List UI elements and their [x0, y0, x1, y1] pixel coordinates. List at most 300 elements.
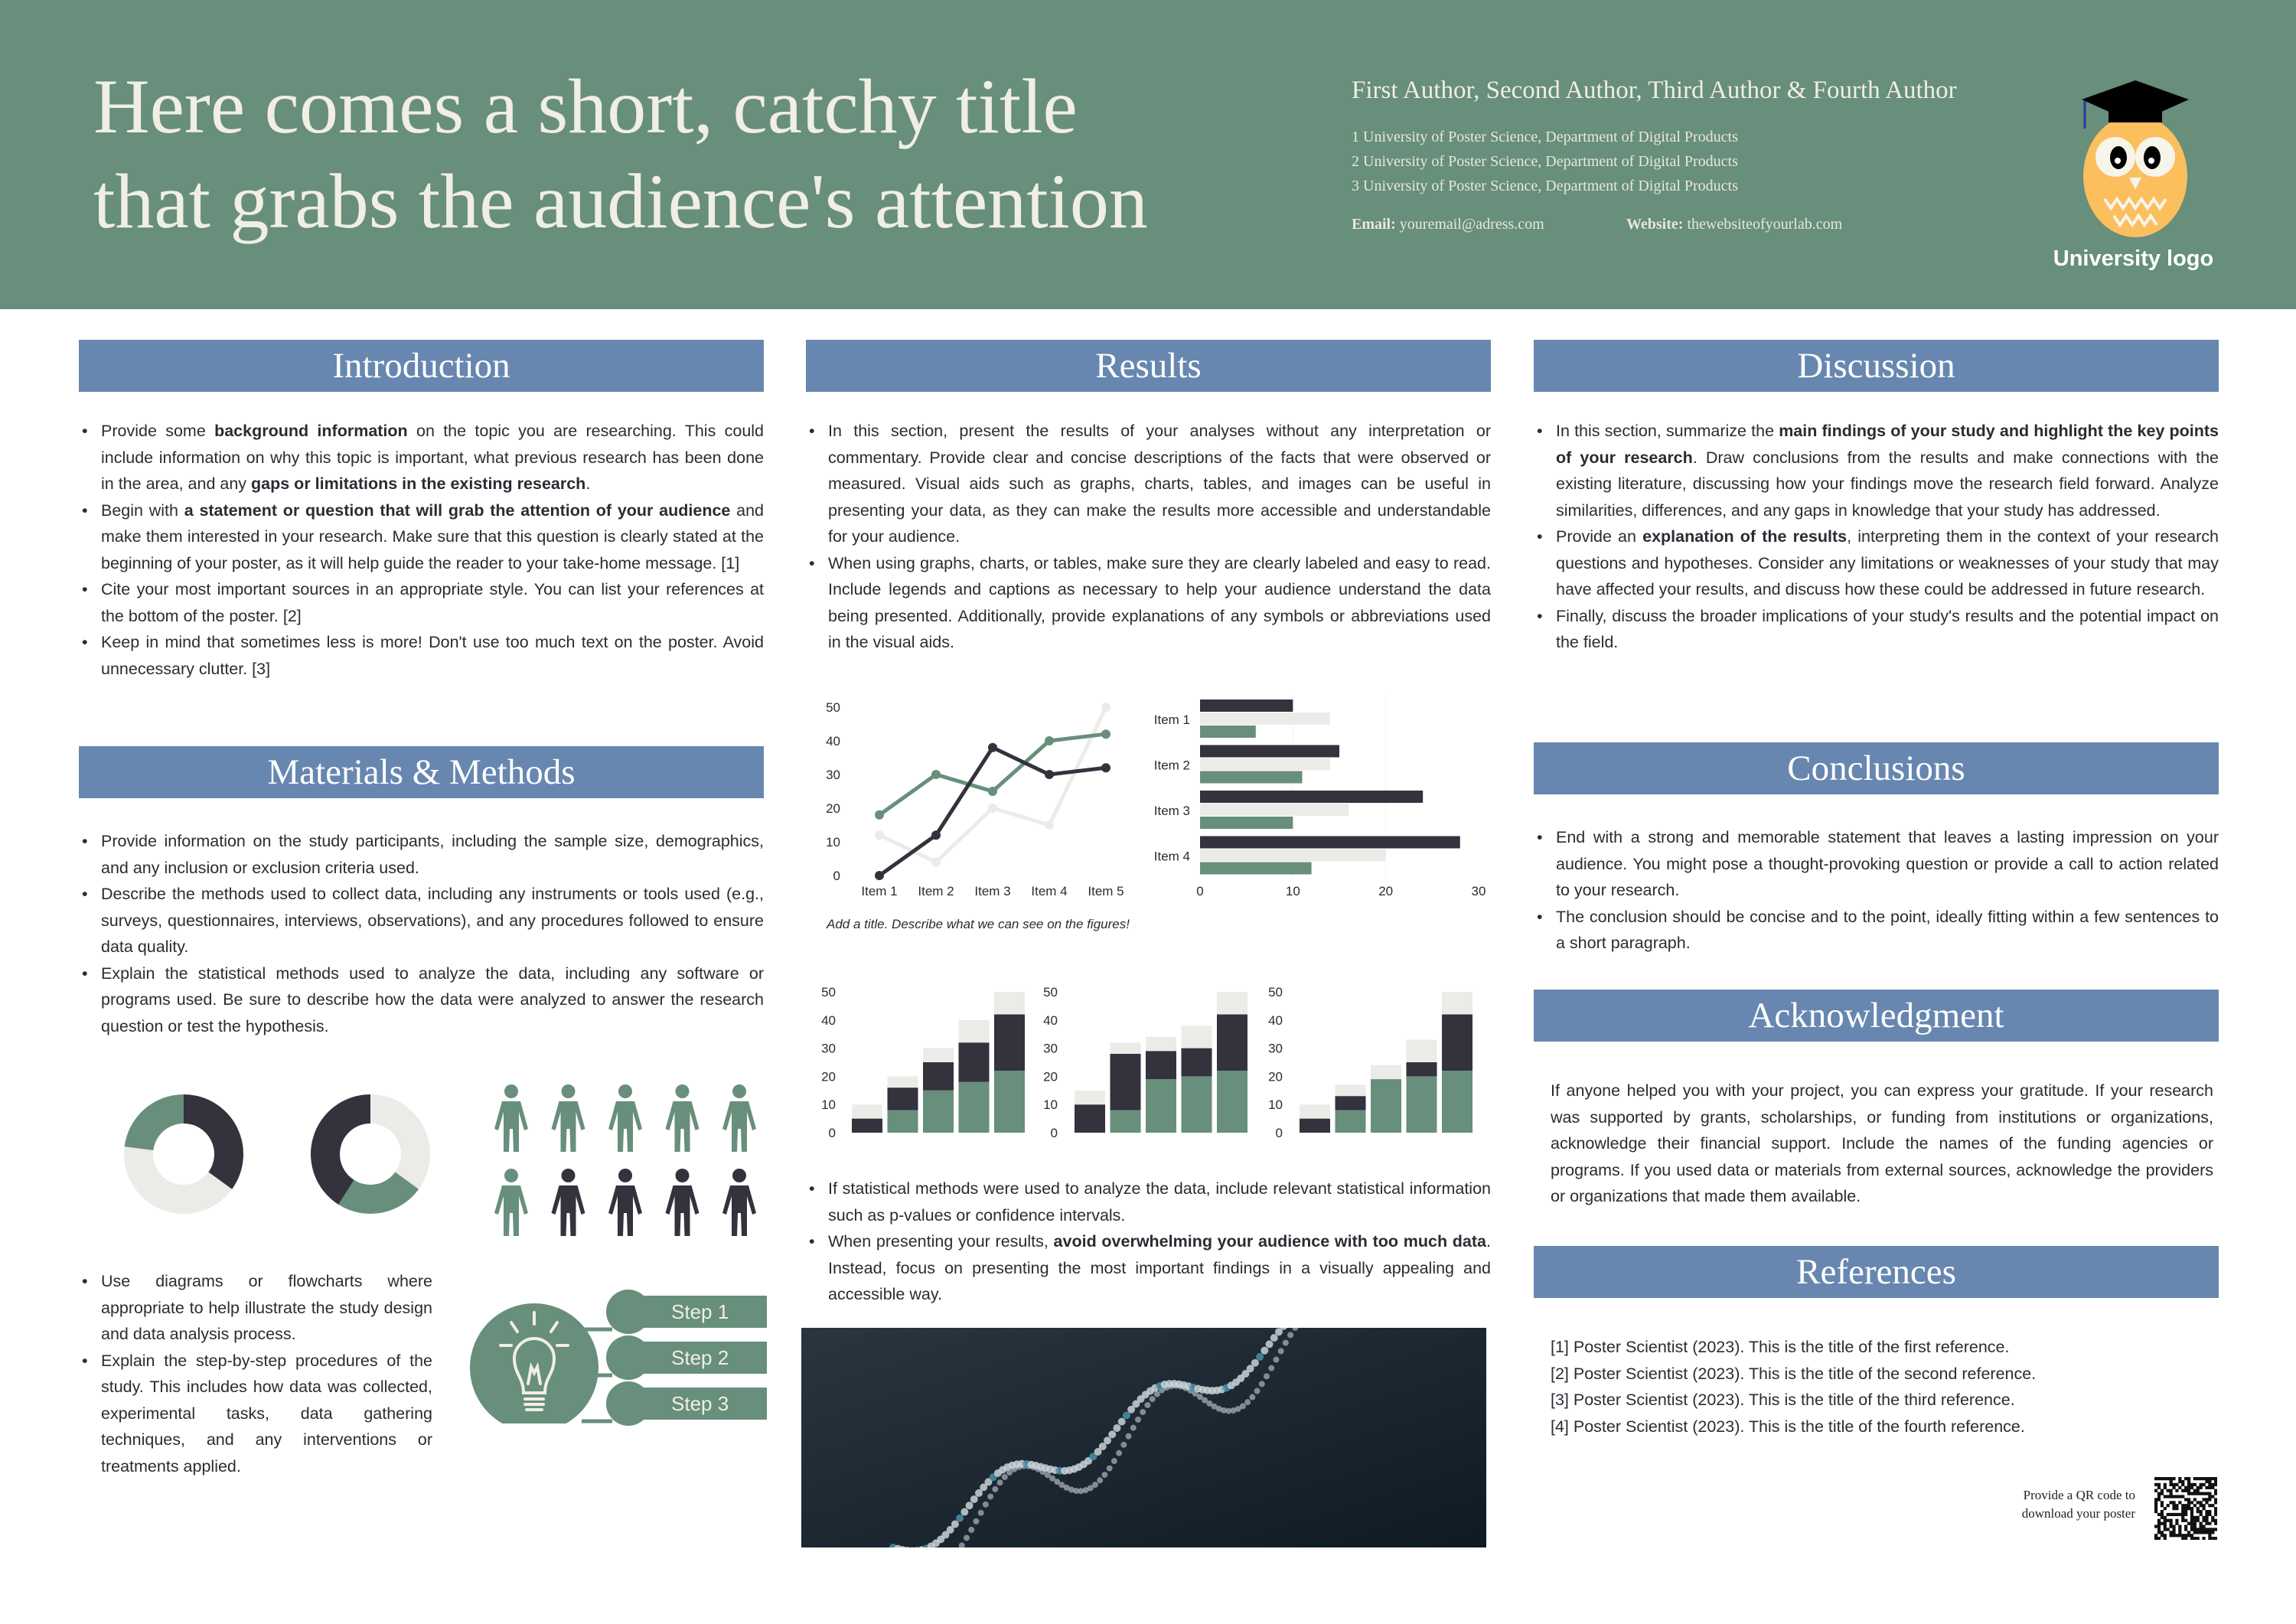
- qr-module: [2214, 1507, 2217, 1510]
- authors: First Author, Second Author, Third Author & Fourth Author: [1352, 77, 1957, 104]
- qr-module: [2202, 1504, 2205, 1507]
- qr-module: [2197, 1528, 2200, 1531]
- qr-module: [2161, 1531, 2164, 1534]
- step-label: Step 2: [671, 1346, 729, 1369]
- discussion-body: [1534, 418, 2219, 656]
- qr-module: [2202, 1483, 2205, 1486]
- qr-module: [2190, 1501, 2193, 1504]
- qr-module: [2184, 1510, 2187, 1513]
- dna-bead: [1150, 1396, 1156, 1402]
- qr-module: [2211, 1537, 2214, 1540]
- bullet-item: [806, 418, 1491, 550]
- qr-module: [2187, 1531, 2190, 1534]
- qr-module: [2200, 1531, 2203, 1534]
- bullet-item: [79, 960, 764, 1040]
- qr-module: [2205, 1513, 2208, 1516]
- qr-module: [2172, 1501, 2175, 1504]
- person-head: [618, 1084, 632, 1098]
- qr-module: [2197, 1516, 2200, 1519]
- stacked-bar-segment: [1075, 1091, 1105, 1104]
- stacked-bar-segment: [1146, 1051, 1176, 1079]
- qr-module: [2200, 1510, 2203, 1513]
- qr-module: [2157, 1528, 2161, 1531]
- qr-caption: [1967, 1486, 2135, 1523]
- x-tick-label: 30: [1471, 884, 1486, 898]
- dna-bead: [1108, 1430, 1116, 1438]
- qr-module: [2187, 1483, 2190, 1486]
- affiliation-2: 2 University of Poster Science, Department of Digital Products: [1352, 153, 1738, 170]
- line-point: [1101, 763, 1110, 772]
- qr-module: [2154, 1498, 2157, 1501]
- stacked-bar-segment: [1217, 992, 1247, 1014]
- line-point: [1045, 820, 1054, 830]
- qr-module: [2157, 1522, 2161, 1525]
- qr-module: [2164, 1495, 2167, 1498]
- qr-module: [2187, 1489, 2190, 1492]
- qr-module: [2170, 1531, 2173, 1534]
- qr-module: [2202, 1498, 2205, 1501]
- qr-module: [2205, 1501, 2208, 1504]
- stacked-bar-segment: [959, 1082, 990, 1133]
- qr-module: [2170, 1534, 2173, 1537]
- text-run: Provide some: [101, 422, 215, 440]
- qr-module: [2167, 1489, 2170, 1492]
- qr-module: [2164, 1525, 2167, 1528]
- qr-module: [2187, 1480, 2190, 1483]
- qr-module: [2214, 1501, 2217, 1504]
- x-tick-label: Item 3: [974, 884, 1011, 898]
- qr-module: [2154, 1537, 2157, 1540]
- qr-module: [2154, 1501, 2157, 1504]
- qr-module: [2161, 1534, 2164, 1537]
- qr-module: [2205, 1480, 2208, 1483]
- discussion-heading: Discussion: [1534, 340, 2219, 392]
- category-label: Item 1: [1153, 713, 1190, 727]
- person-body: [608, 1101, 642, 1152]
- text-run: Begin with: [101, 501, 184, 520]
- qr-module: [2170, 1525, 2173, 1528]
- qr-module: [2184, 1498, 2187, 1501]
- stacked-bar-segment: [1110, 1054, 1141, 1110]
- text-run: Explain the statistical methods used to analyze the data, including any software or programs used. Be sure to describe how the data were analyzed to answer the research question or test the hypothesis.: [101, 964, 764, 1035]
- dna-bead: [987, 1493, 993, 1499]
- website-label: Website:: [1626, 216, 1684, 233]
- qr-module: [2208, 1477, 2211, 1480]
- qr-module: [2164, 1507, 2167, 1510]
- bold-text: explanation of the results: [1642, 527, 1848, 546]
- dna-bead: [1154, 1391, 1160, 1397]
- qr-module: [2190, 1534, 2193, 1537]
- qr-module: [2164, 1516, 2167, 1519]
- qr-module: [2200, 1522, 2203, 1525]
- qr-module: [2200, 1528, 2203, 1531]
- qr-module: [2178, 1525, 2181, 1528]
- bar: [1200, 863, 1312, 875]
- qr-module: [2181, 1495, 2184, 1498]
- y-tick-label: 50: [1043, 985, 1058, 1000]
- qr-module: [2205, 1528, 2208, 1531]
- bullet-item: [79, 1268, 432, 1348]
- university-logo-label: University logo: [2053, 246, 2214, 271]
- references-list: [1551, 1334, 2213, 1440]
- qr-module: [2187, 1534, 2190, 1537]
- steps-flowchart: [467, 1286, 769, 1423]
- qr-module: [2197, 1477, 2200, 1480]
- stacked-bar-segment: [888, 1110, 918, 1133]
- donut-segment: [370, 1094, 430, 1189]
- dna-bead: [1268, 1365, 1274, 1371]
- qr-module: [2211, 1519, 2214, 1522]
- dna-bead: [1270, 1334, 1278, 1342]
- qr-module: [2214, 1492, 2217, 1495]
- qr-module: [2184, 1477, 2187, 1480]
- text-run: and make them interested in your research. Make sure that this question is clearly stated at the beginning of your poster, as it will help guide the reader to your take-home message. [1]: [101, 501, 765, 572]
- stacked-bar-segment: [888, 1076, 918, 1088]
- reference-item: [4] Poster Scientist (2023). This is the title of the fourth reference.: [1551, 1417, 2025, 1436]
- qr-module: [2170, 1519, 2173, 1522]
- bullet-item: [806, 1176, 1491, 1228]
- qr-module: [2208, 1504, 2211, 1507]
- qr-module: [2190, 1513, 2193, 1516]
- qr-module: [2161, 1510, 2164, 1513]
- qr-module: [2193, 1483, 2197, 1486]
- stacked-bar-segment: [1110, 1110, 1141, 1133]
- qr-module: [2197, 1492, 2200, 1495]
- qr-module: [2187, 1486, 2190, 1489]
- bar: [1200, 745, 1339, 758]
- qr-module: [2211, 1477, 2214, 1480]
- qr-module: [2164, 1486, 2167, 1489]
- reference-item: [1] Poster Scientist (2023). This is the title of the first reference.: [1551, 1338, 2010, 1356]
- bullet-item: [79, 1348, 432, 1480]
- stacked-bar-segment: [959, 1020, 990, 1042]
- stacked-bar-segment: [1442, 1014, 1473, 1071]
- qr-module: [2190, 1522, 2193, 1525]
- qr-module: [2205, 1519, 2208, 1522]
- qr-module: [2193, 1519, 2197, 1522]
- dna-bead: [983, 1502, 989, 1508]
- title-line-1: Here comes a short, catchy title: [93, 64, 1078, 150]
- qr-caption-line-1: Provide a QR code to: [2023, 1488, 2135, 1502]
- title-line-2: that grabs the audience's attention: [93, 158, 1148, 245]
- bullet-item: [1534, 824, 2219, 904]
- qr-module: [2190, 1528, 2193, 1531]
- text-run: . Instead, focus on presenting the most important findings in a visually appealing and accessible way.: [828, 1232, 1491, 1303]
- dna-bead: [1113, 1424, 1120, 1432]
- qr-module: [2161, 1501, 2164, 1504]
- qr-module: [2193, 1498, 2197, 1501]
- text-run: When using graphs, charts, or tables, make sure they are clearly labeled and easy to read. Include legends and captions as necessary to help your audience understand the data being presented. Additionally, provide explanations of any symbols or abbreviations used in the visual aids.: [828, 553, 1491, 651]
- results-body: [806, 418, 1491, 656]
- person-body: [608, 1185, 642, 1236]
- text-run: Cite your most important sources in an appropriate style. You can list your references at the bottom of the poster. [2]: [101, 580, 764, 625]
- qr-module: [2181, 1513, 2184, 1516]
- acknowledgment-heading: Acknowledgment: [1534, 990, 2219, 1042]
- qr-module: [2202, 1477, 2205, 1480]
- dna-bead: [1123, 1412, 1130, 1420]
- qr-module: [2187, 1477, 2190, 1480]
- dna-bead: [1256, 1353, 1264, 1361]
- step-1: [606, 1293, 767, 1330]
- qr-module: [2157, 1492, 2161, 1495]
- qr-module: [2184, 1537, 2187, 1540]
- dna-bead: [960, 1508, 968, 1516]
- qr-module: [2200, 1504, 2203, 1507]
- qr-module: [2157, 1498, 2161, 1501]
- person-head: [676, 1084, 690, 1098]
- qr-module: [2167, 1504, 2170, 1507]
- qr-module: [2200, 1513, 2203, 1516]
- y-tick-label: 50: [821, 985, 836, 1000]
- introduction-body: [79, 418, 764, 682]
- person-head: [732, 1084, 746, 1098]
- bullet-item: [1534, 418, 2219, 523]
- qr-module: [2172, 1531, 2175, 1534]
- qr-module: [2172, 1528, 2175, 1531]
- y-tick-label: 10: [821, 1097, 836, 1113]
- y-tick-label: 40: [821, 1013, 836, 1028]
- qr-module: [2197, 1519, 2200, 1522]
- bullet-item: [79, 418, 764, 497]
- line-point: [875, 810, 884, 820]
- qr-module: [2214, 1522, 2217, 1525]
- qr-module: [2161, 1492, 2164, 1495]
- qr-module: [2184, 1489, 2187, 1492]
- dna-bead: [1101, 1472, 1107, 1478]
- qr-module: [2193, 1537, 2197, 1540]
- stacked-bar-segment: [994, 992, 1025, 1014]
- text-run: .: [585, 474, 591, 493]
- qr-module: [2197, 1531, 2200, 1534]
- qr-module: [2202, 1519, 2205, 1522]
- qr-module: [2175, 1495, 2178, 1498]
- bar: [1200, 804, 1349, 816]
- qr-module: [2154, 1504, 2157, 1507]
- qr-module: [2175, 1534, 2178, 1537]
- stacked-bar-segment: [1075, 1104, 1105, 1133]
- dna-bead: [956, 1515, 964, 1522]
- qr-module: [2161, 1504, 2164, 1507]
- qr-module: [2157, 1519, 2161, 1522]
- x-tick-label: Item 1: [861, 884, 898, 898]
- person-icon: [666, 1084, 700, 1152]
- qr-module: [2175, 1504, 2178, 1507]
- person-head: [676, 1169, 690, 1182]
- bullet-item: [806, 550, 1491, 656]
- stacked-bar-segment: [923, 1091, 954, 1133]
- people-icon-grid: [482, 1075, 773, 1236]
- bullet-item: [79, 576, 764, 629]
- qr-module: [2184, 1504, 2187, 1507]
- qr-module: [2197, 1507, 2200, 1510]
- person-body: [722, 1185, 756, 1236]
- qr-module: [2214, 1519, 2217, 1522]
- dna-bead: [966, 1502, 974, 1509]
- qr-caption-line-2: download your poster: [2021, 1506, 2135, 1521]
- bullet-item: [79, 828, 764, 881]
- x-tick-label: 0: [1196, 884, 1204, 898]
- qr-module: [2187, 1492, 2190, 1495]
- stacked-bar-segment: [1371, 1065, 1401, 1079]
- qr-module: [2157, 1513, 2161, 1516]
- qr-module: [2175, 1513, 2178, 1516]
- bar: [1200, 791, 1423, 803]
- dna-bead: [1278, 1348, 1284, 1354]
- dna-bead: [1144, 1402, 1150, 1408]
- person-icon: [608, 1169, 642, 1236]
- dna-background: [801, 1328, 1486, 1547]
- bar: [1200, 699, 1293, 712]
- stacked-bar-segment: [1300, 1104, 1330, 1118]
- qr-code-icon[interactable]: [2154, 1477, 2217, 1540]
- person-body: [494, 1185, 528, 1236]
- qr-module: [2172, 1486, 2175, 1489]
- qr-module: [2193, 1477, 2197, 1480]
- bar: [1200, 758, 1330, 771]
- bullet-item: [806, 1228, 1491, 1308]
- qr-module: [2205, 1510, 2208, 1513]
- bullet-item: [79, 497, 764, 577]
- qr-module: [2208, 1537, 2211, 1540]
- qr-module: [2205, 1477, 2208, 1480]
- qr-module: [2181, 1516, 2184, 1519]
- qr-module: [2167, 1519, 2170, 1522]
- qr-module: [2200, 1501, 2203, 1504]
- person-body: [494, 1101, 528, 1152]
- methods-body-2: [79, 1268, 432, 1479]
- bold-text: background information: [214, 422, 408, 440]
- bold-text: gaps or limitations in the existing research: [251, 474, 586, 493]
- qr-module: [2193, 1492, 2197, 1495]
- qr-module: [2214, 1480, 2217, 1483]
- text-run: . Draw conclusions from the results and make connections with the existing literature, discussing how your findings move the research field forward. Analyze similarities, differences, and any gaps in knowledge that your study has addressed.: [1556, 448, 2219, 520]
- text-run: In this section, summarize the: [1556, 422, 1779, 440]
- line-point: [1101, 703, 1110, 712]
- qr-module: [2205, 1498, 2208, 1501]
- dna-bead: [1283, 1340, 1289, 1346]
- stacked-bar-segment: [1407, 1062, 1437, 1076]
- qr-module: [2205, 1531, 2208, 1534]
- dna-bead: [992, 1486, 998, 1492]
- qr-module: [2170, 1480, 2173, 1483]
- qr-module: [2172, 1525, 2175, 1528]
- y-tick-label: 0: [833, 869, 840, 883]
- bullet-item: [1534, 603, 2219, 656]
- person-icon: [666, 1169, 700, 1236]
- qr-module: [2181, 1504, 2184, 1507]
- person-body: [722, 1101, 756, 1152]
- qr-module: [2170, 1501, 2173, 1504]
- dna-bead: [1287, 1332, 1293, 1338]
- qr-module: [2175, 1483, 2178, 1486]
- y-tick-label: 40: [826, 734, 840, 748]
- y-tick-label: 20: [1043, 1069, 1058, 1084]
- qr-module: [2193, 1525, 2197, 1528]
- poster-header: [0, 0, 2296, 309]
- qr-module: [2200, 1492, 2203, 1495]
- qr-module: [2172, 1495, 2175, 1498]
- stacked-bar-segment: [1110, 1042, 1141, 1054]
- person-head: [618, 1169, 632, 1182]
- dna-bead: [1273, 1357, 1279, 1363]
- category-label: Item 2: [1153, 758, 1190, 773]
- qr-module: [2181, 1483, 2184, 1486]
- step-label: Step 3: [671, 1392, 729, 1415]
- text-run: If statistical methods were used to analyze the data, include relevant statistical information such as p-values or confidence intervals.: [828, 1179, 1491, 1225]
- person-head: [562, 1084, 576, 1098]
- dna-bead: [1254, 1388, 1261, 1394]
- bar: [1200, 713, 1330, 725]
- qr-module: [2172, 1507, 2175, 1510]
- qr-module: [2187, 1507, 2190, 1510]
- qr-module: [2175, 1519, 2178, 1522]
- y-tick-label: 40: [1268, 1013, 1283, 1028]
- stacked-bar-segment: [1182, 1076, 1212, 1133]
- y-tick-label: 20: [826, 801, 840, 816]
- reference-item: [2] Poster Scientist (2023). This is the title of the second reference.: [1551, 1364, 2037, 1383]
- qr-module: [2205, 1522, 2208, 1525]
- qr-module: [2167, 1477, 2170, 1480]
- dna-bead: [1120, 1442, 1127, 1448]
- website-value[interactable]: thewebsiteofyourlab.com: [1687, 216, 1843, 233]
- qr-module: [2200, 1483, 2203, 1486]
- qr-module: [2157, 1537, 2161, 1540]
- line-point: [988, 743, 997, 752]
- qr-module: [2161, 1513, 2164, 1516]
- results-charts: [811, 681, 1500, 911]
- qr-module: [2178, 1501, 2181, 1504]
- category-label: Item 4: [1153, 849, 1190, 864]
- dna-bead: [1261, 1347, 1268, 1355]
- qr-module: [2193, 1516, 2197, 1519]
- qr-module: [2190, 1525, 2193, 1528]
- bullet-item: [1534, 904, 2219, 957]
- qr-module: [2211, 1531, 2214, 1534]
- y-tick-label: 20: [1268, 1069, 1283, 1084]
- line-point: [1045, 770, 1054, 779]
- x-tick-label: Item 5: [1088, 884, 1124, 898]
- owl-logo-icon: [2066, 77, 2204, 237]
- qr-module: [2214, 1513, 2217, 1516]
- y-tick-label: 10: [1268, 1097, 1283, 1113]
- line-series: [879, 707, 1106, 862]
- y-tick-label: 0: [1050, 1126, 1058, 1140]
- qr-module: [2172, 1483, 2175, 1486]
- qr-module: [2208, 1492, 2211, 1495]
- dna-image: [801, 1328, 1486, 1547]
- qr-module: [2178, 1513, 2181, 1516]
- qr-module: [2167, 1528, 2170, 1531]
- qr-module: [2181, 1510, 2184, 1513]
- email-value[interactable]: youremail@adress.com: [1399, 216, 1544, 233]
- category-label: Item 3: [1153, 804, 1190, 818]
- qr-module: [2184, 1519, 2187, 1522]
- stacked-bar-segment: [1182, 1048, 1212, 1077]
- qr-module: [2170, 1495, 2173, 1498]
- qr-module: [2164, 1537, 2167, 1540]
- qr-module: [2157, 1531, 2161, 1534]
- dna-bead: [1092, 1482, 1098, 1488]
- qr-module: [2208, 1495, 2211, 1498]
- qr-module: [2172, 1513, 2175, 1516]
- text-run: Finally, discuss the broader implications of your study's results and the potential impact on the field.: [1556, 606, 2219, 651]
- text-run: Use diagrams or flowcharts where appropriate to help illustrate the study design and data analysis process.: [101, 1272, 432, 1343]
- qr-module: [2184, 1486, 2187, 1489]
- qr-module: [2184, 1534, 2187, 1537]
- qr-module: [2214, 1528, 2217, 1531]
- qr-module: [2161, 1516, 2164, 1519]
- qr-module: [2202, 1525, 2205, 1528]
